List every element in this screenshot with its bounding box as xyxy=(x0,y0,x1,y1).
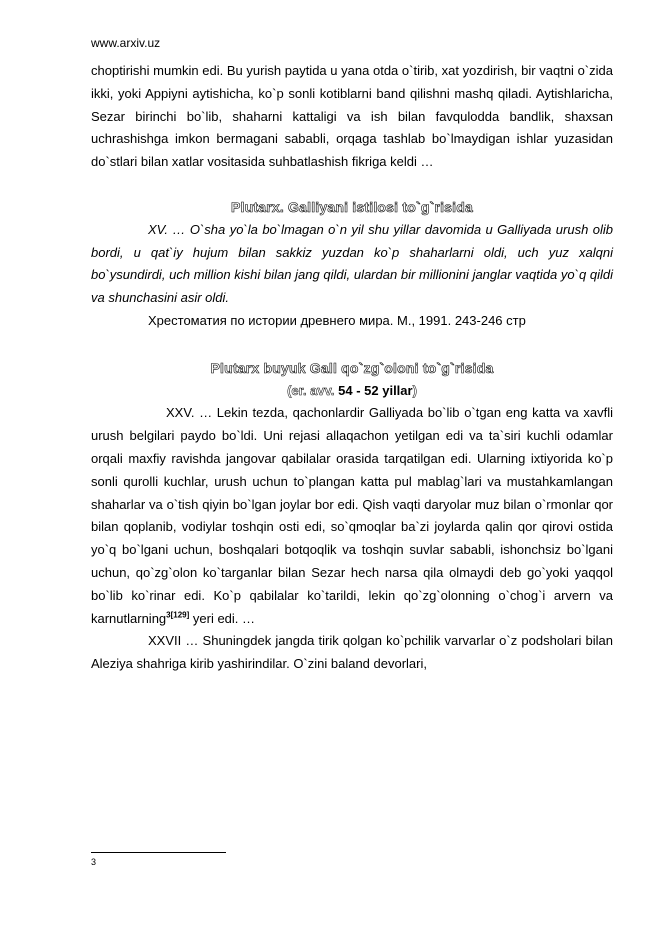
footnote-ref: 3[129] xyxy=(166,610,190,620)
section-heading: Plutarx. Galliyani istilosi to`g`risida xyxy=(231,198,473,215)
site-header: www.arxiv.uz xyxy=(91,36,161,50)
document-body xyxy=(91,60,613,676)
section-subheading: (er. avv. 54 - 52 yillar) xyxy=(287,382,417,398)
paragraph: XXV. … Lekin tezda, qachonlardir Galliyada bo`lib o`tgan eng katta va xavfli urush belgilari paydo bo`ldi. Uni rejasi allaqachon yetilgan edi va ta`siri kuchli odamlar orqali maxfiy ravishda jangovar qabilalar orasida tarqatilgan edi. Ularning ixtiyorida ko`p sonli qurolli kuchlar, urush uchun to`plangan katta pul mablag`lari va mustahkamlangan shaharlar va o`tish qiyin bo`lgan joylar bor edi. Qish vaqti daryolar muz bilan o`rmonlar qor bilan qoplanib, vodiylar toshqin osti edi, so`qmoqlar ba`zi joylarda qalin qor qirovi ostida yo`q bo`lgani uchun, boshqalari botqoqlik va toshqin suvlar sababli, ishonchsiz bo`lgani uchun, qo`zg`olon ko`targanlar bilan Sezar hech narsa qila olmaydi deb go`yoki yaqqol bo`lib ko`rinar edi. Ko`p qabilalar ko`tarildi, lekin qo`zg`olonning o`chog`i arvern va karnutlarning$^{3[129]}$ yeri edi. … xyxy=(91,405,613,626)
footnote-divider xyxy=(91,852,226,853)
footnote-number: 3 xyxy=(91,857,97,867)
paragraph: choptirishi mumkin edi. Bu yurish paytida u yana otda o`tirib, xat yozdirish, bir vaqtni o`zida ikki, yoki Appiyni aytishicha, ko`p sonli kotiblarni band qilishni mashq qiladi. Aytishlaricha, Sezar birinchi bo`lib, shaharni kattaligi va ish bilan favqulodda bandlik, shaxsan uchrashishga imkon bermagani sababli, orqaga tashlab bo`lmaydigan ishlar yuzasidan do`stlari bilan xatlar vositasida suhbatlashish fikriga keldi … xyxy=(91,63,613,170)
quote-paragraph: XV. … O`sha yo`la bo`lmagan o`n yil shu yillar davomida u Galliyada urush olib bordi, u qat`iy hujum bilan sakkiz yuzdan ko`p shaharlarni oldi, uch yuz xalqni bo`ysundirdi, uch million kishi bilan jang qildi, ulardan bir millionini janglar vaqtida yo`q qildi va shunchasini asir oldi. xyxy=(91,221,613,306)
source-citation: Хрестоматия по истории древнего мира. М., 1991. 243-246 стр xyxy=(148,312,526,328)
section-heading: Plutarx buyuk Gall qo`zg`oloni to`g`risida xyxy=(210,359,494,376)
paragraph: XXVII … Shuningdek jangda tirik qolgan ko`pchilik varvarlar o`z podsholari bilan Aleziya shahriga kirib yashirindilar. O`zini baland devorlari, xyxy=(91,633,613,672)
